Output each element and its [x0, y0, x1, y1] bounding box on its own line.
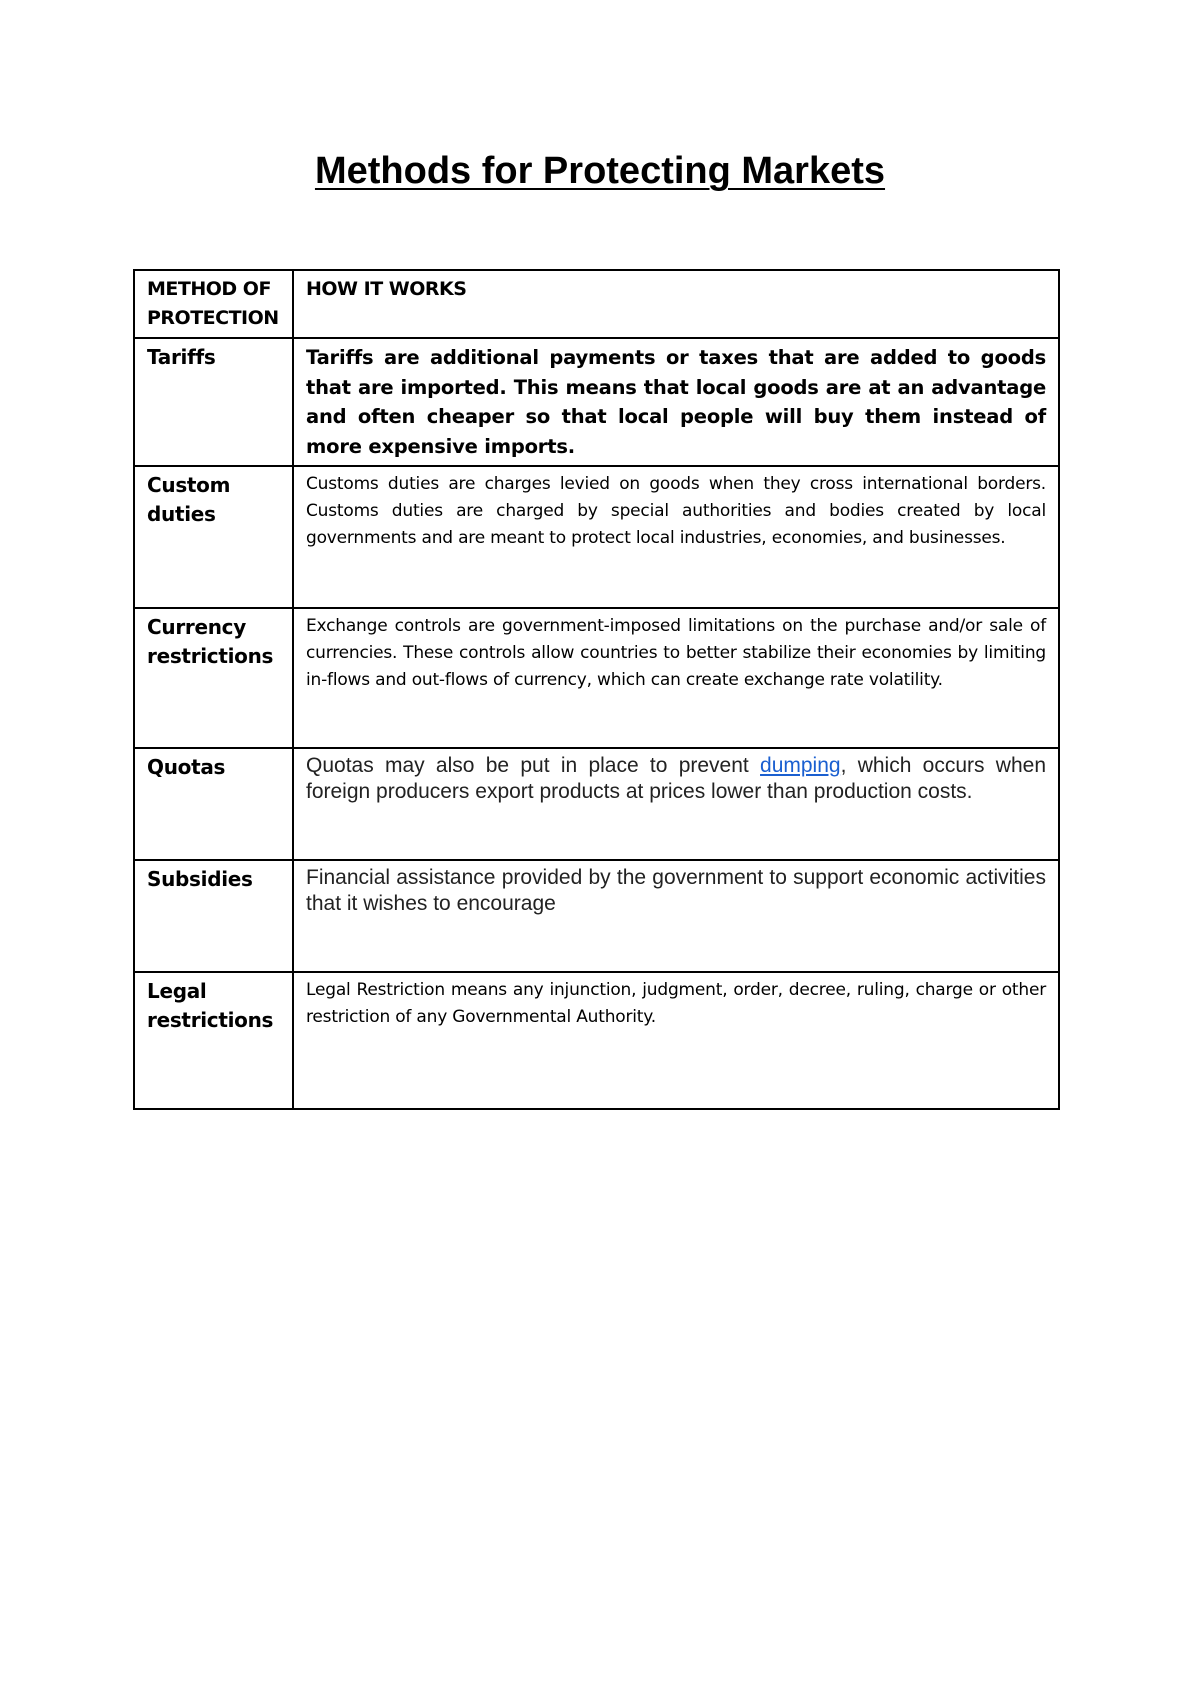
table-row-quotas: [134, 748, 1059, 860]
description-subsidies: Financial assistance provided by the government to support economic activities that it wishes to encourage: [293, 860, 1059, 972]
table-row-legal-restrictions: [134, 972, 1059, 1109]
page-title: Methods for Protecting Markets: [314, 150, 886, 192]
description-quotas: [293, 748, 1059, 860]
method-custom-duties: Custom duties: [134, 466, 293, 608]
methods-table: [133, 269, 1060, 1110]
description-legal-restrictions: Legal Restriction means any injunction, judgment, order, decree, ruling, charge or other restriction of any Governmental Authority.: [293, 972, 1059, 1109]
header-how-it-works: HOW IT WORKS: [293, 270, 1059, 338]
header-method-of-protection: METHOD OF PROTECTION: [134, 270, 293, 338]
dumping-link[interactable]: dumping: [760, 754, 841, 777]
method-currency-restrictions: Currency restrictions: [134, 608, 293, 748]
method-quotas: Quotas: [134, 748, 293, 860]
description-tariffs: Tariffs are additional payments or taxes that are added to goods that are imported. This means that local goods are at an advantage and often cheaper so that local people will buy them instead of more expensive imports.: [293, 338, 1059, 466]
description-custom-duties: Customs duties are charges levied on goods when they cross international borders. Customs duties are charged by special authorities and bodies created by local governments and are meant to protect local industries, economies, and businesses.: [293, 466, 1059, 608]
table-row-subsidies: [134, 860, 1059, 972]
description-quotas-part1: Quotas may also be put in place to prevent: [306, 754, 761, 777]
table-row-custom-duties: [134, 466, 1059, 608]
method-subsidies: Subsidies: [134, 860, 293, 972]
description-quotas-part2: , which occurs when foreign producers export products at prices lower than production costs.: [306, 754, 1046, 803]
method-legal-restrictions: Legal restrictions: [134, 972, 293, 1109]
table-header-row: [134, 270, 1059, 338]
table-row-currency-restrictions: [134, 608, 1059, 748]
method-tariffs: Tariffs: [134, 338, 293, 466]
description-currency-restrictions: Exchange controls are government-imposed limitations on the purchase and/or sale of currencies. These controls allow countries to better stabilize their economies by limiting in-flows and out-flows of currency, which can create exchange rate volatility.: [293, 608, 1059, 748]
table-row-tariffs: [134, 338, 1059, 466]
